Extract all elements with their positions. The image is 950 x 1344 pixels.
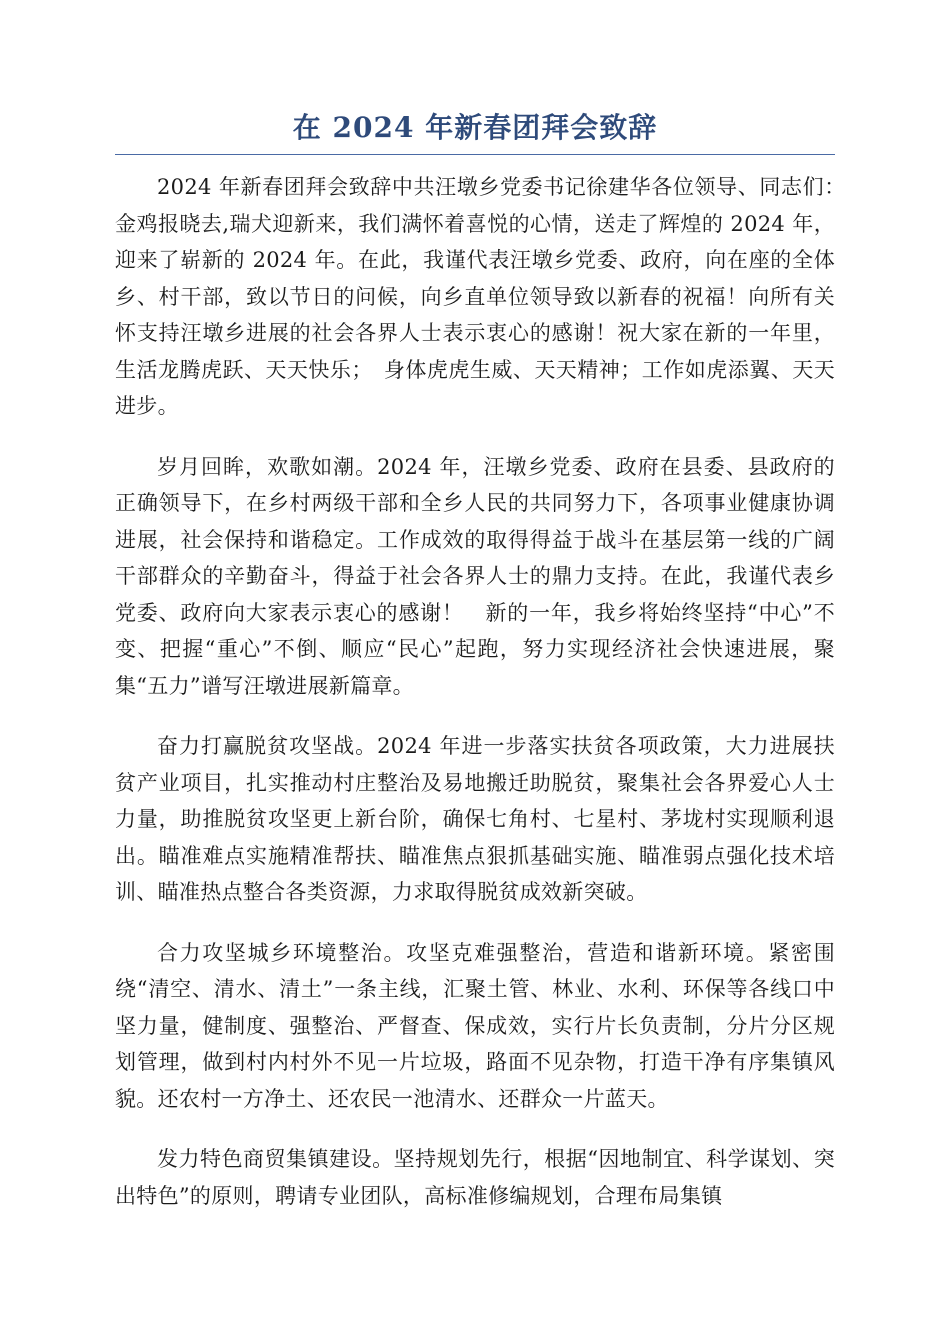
paragraph-review: 岁月回眸，欢歌如潮。2024 年，汪墩乡党委、政府在县委、县政府的正确领导下，在乡村两级干部和全乡人民的共同努力下，各项事业健康协调进展，社会保持和谐稳定。工作成效的取得得益于战斗在基层第一线的广阔干部群众的辛勤奋斗，得益于社会各界人士的鼎力支持。在此，我谨代表乡党委、政府向大家表示衷心的感谢！ 新的一年，我乡将始终坚持“中心”不变、把握“重心”不倒、顺应“民心”起跑，努力实现经济社会快速进展，聚集“五力”谱写汪墩进展新篇章。	[115, 454, 835, 698]
document-title: 在 2024 年新春团拜会致辞	[292, 111, 658, 144]
document-page	[115, 108, 857, 1238]
paragraph-greeting: 2024 年新春团拜会致辞中共汪墩乡党委书记徐建华各位领导、同志们： 金鸡报晓去,瑞犬迎新来，我们满怀着喜悦的心情，送走了辉煌的 2024 年，迎来了崭新的 2024 年。在此，我谨代表汪墩乡党委、政府，向在座的全体乡、村干部，致以节日的问候，向乡直单位领导致以新春的祝福！向所有关怀支持汪墩乡进展的社会各界人士表示衷心的感谢！祝大家在新的一年里，生活龙腾虎跃、天天快乐； 身体虎虎生威、天天精神；工作如虎添翼、天天进步。	[115, 175, 857, 418]
paragraph-commerce: 发力特色商贸集镇建设。坚持规划先行，根据“因地制宜、科学谋划、突出特色”的原则，聘请专业团队，高标准修编规划，合理布局集镇	[115, 1147, 835, 1208]
paragraph-environment: 合力攻坚城乡环境整治。攻坚克难强整治，营造和谐新环境。紧密围绕“清空、清水、清土”一条主线，汇聚土管、林业、水利、环保等各线口中坚力量，健制度、强整治、严督查、保成效，实行片长负责制，分片分区规划管理，做到村内村外不见一片垃圾，路面不见杂物，打造干净有序集镇风貌。还农村一方净土、还农民一池清水、还群众一片蓝天。	[115, 940, 835, 1111]
title-divider	[115, 154, 835, 155]
paragraph-poverty: 奋力打赢脱贫攻坚战。2024 年进一步落实扶贫各项政策，大力进展扶贫产业项目，扎实推动村庄整治及易地搬迁助脱贫，聚集社会各界爱心人士力量，助推脱贫攻坚更上新台阶，确保七角村、七星村、茅垅村实现顺利退出。瞄准难点实施精准帮扶、瞄准焦点狠抓基础实施、瞄准弱点强化技术培训、瞄准热点整合各类资源，力求取得脱贫成效新突破。	[115, 734, 835, 904]
